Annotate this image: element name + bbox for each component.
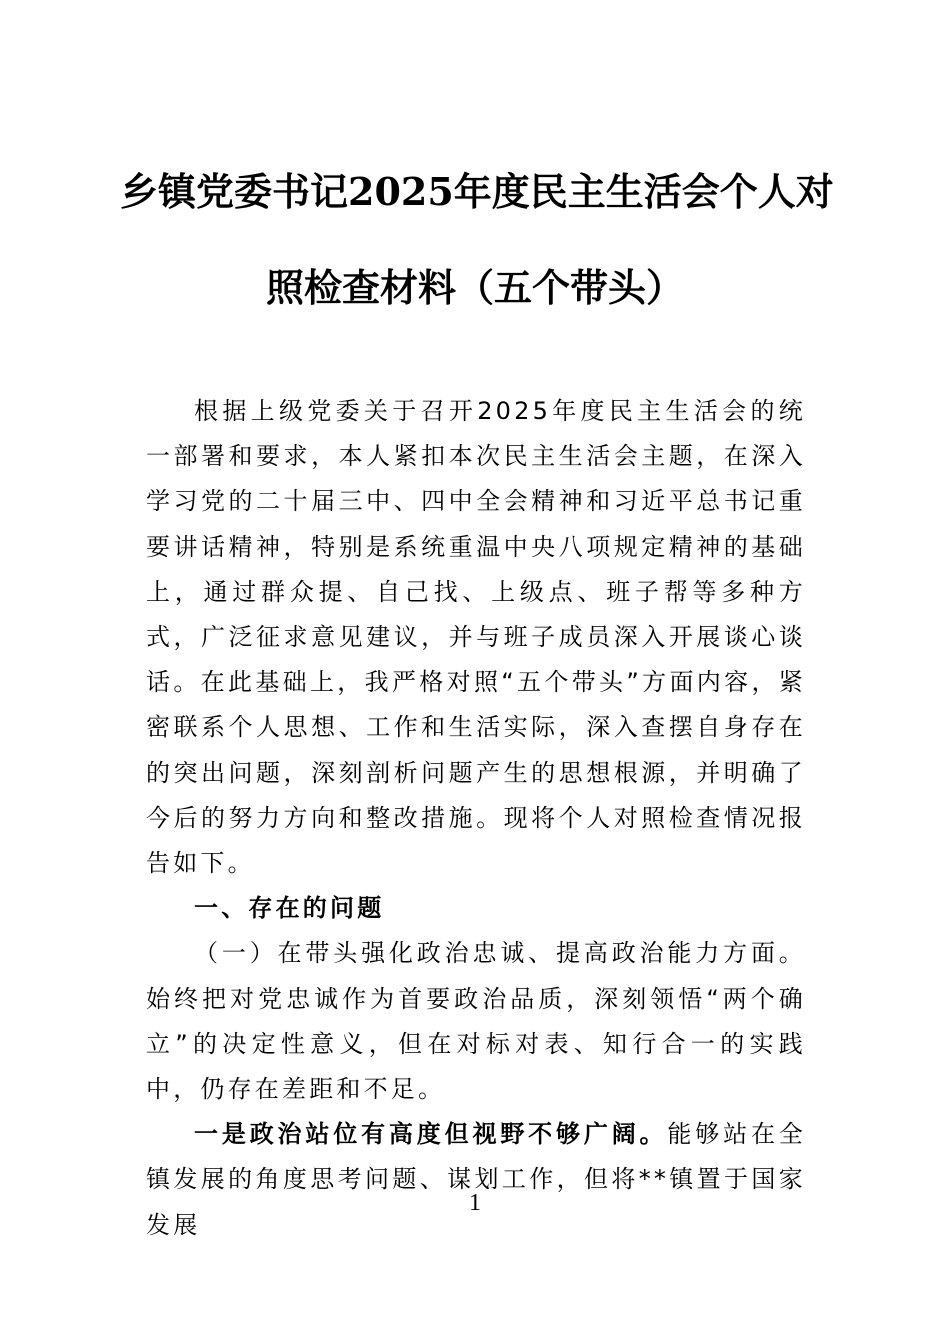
- document-body: [146, 389, 806, 1248]
- subsection-paragraph-1: [146, 931, 806, 1112]
- intro-paragraph: 根据上级党委关于召开2025年度民主生活会的统一部署和要求，本人紧扣本次民主生活会主题，在深入学习党的二十届三中、四中全会精神和习近平总书记重要讲话精神，特别是系统重温中央八项规定精神的基础上，通过群众提、自己找、上级点、班子帮等多种方式，广泛征求意见建议，并与班子成员深入开展谈心谈话。在此基础上，我严格对照“五个带头”方面内容，紧密联系个人思想、工作和生活实际，深入查摆自身存在的突出问题，深刻剖析问题产生的思想根源，并明确了今后的努力方向和整改措施。现将个人对照检查情况报告如下。: [146, 397, 806, 878]
- section-heading-problems: 一、存在的问题: [194, 894, 385, 923]
- document-title-line-1: 乡镇党委书记2025年度民主生活会个人对: [120, 169, 834, 214]
- point-text-1: 能够站在全镇发展的角度思考问题、谋划工作，但将**镇置于国家发展: [146, 1120, 806, 1239]
- page-number: 1: [469, 1190, 481, 1216]
- subsection-text-1: 始终把对党忠诚作为首要政治品质，深刻领悟“两个确立”的决定性意义，但在对标对表、知行合一的实践中，仍存在差距和不足。: [146, 984, 806, 1104]
- document-title-line-2: 照检查材料（五个带头）: [265, 265, 684, 310]
- point-lead-1: 一是政治站位有高度但视野不够广阔。: [194, 1120, 668, 1149]
- point-paragraph-1: [146, 1112, 806, 1248]
- subsection-heading-1: （一）在带头强化政治忠诚、提高政治能力方面。: [194, 939, 806, 968]
